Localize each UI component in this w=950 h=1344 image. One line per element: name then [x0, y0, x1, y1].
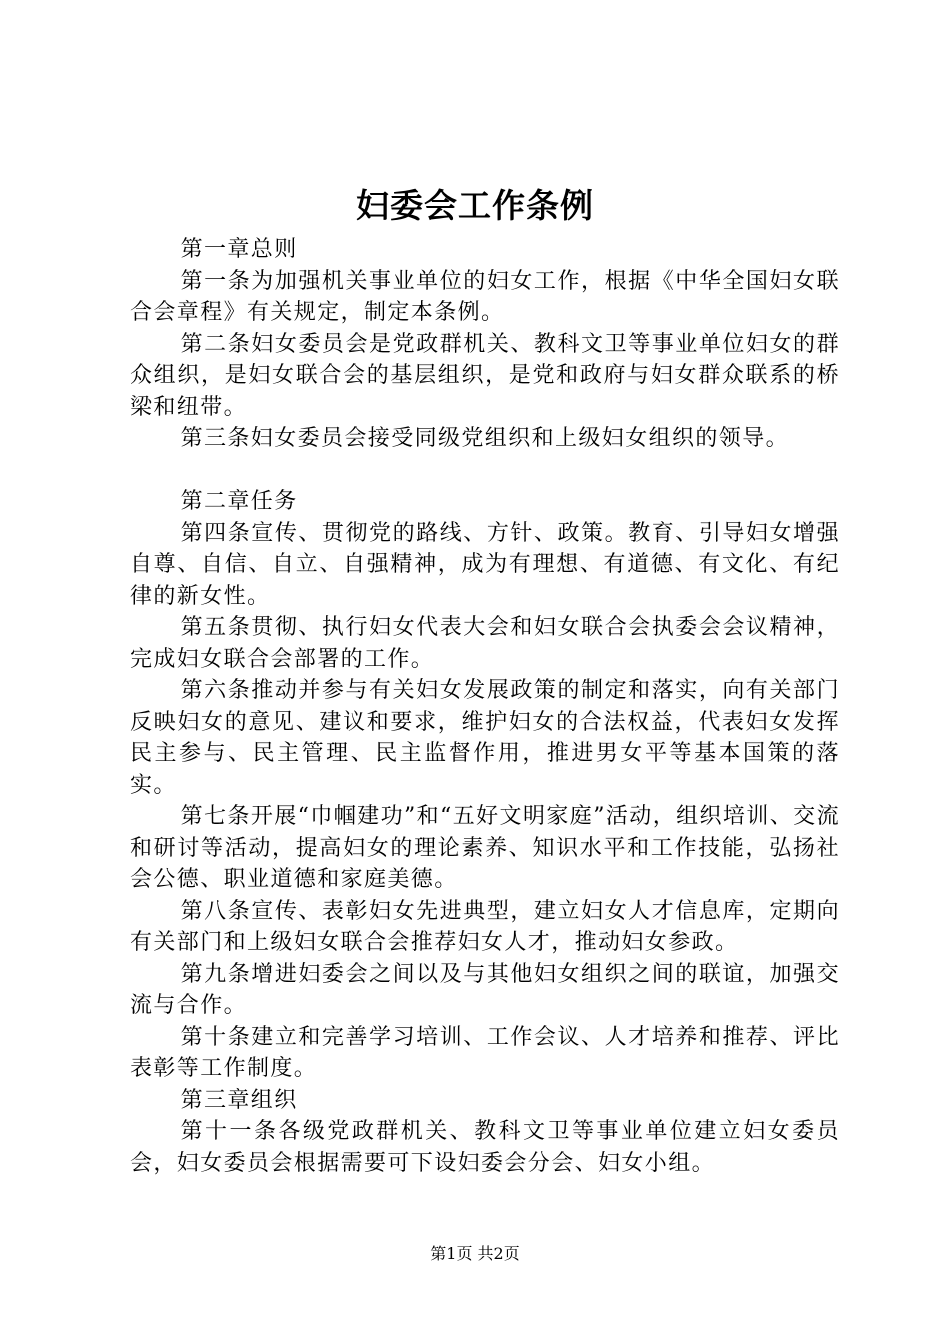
chapter-heading: 第三章组织 [180, 1087, 298, 1113]
paragraph-spacer [130, 455, 840, 487]
article-paragraph: 第二条妇女委员会是党政群机关、教科文卫等事业单位妇女的群众组织，是妇女联合会的基层组织，是党和政府与妇女群众联系的桥梁和纽带。 [130, 331, 840, 420]
document-body [130, 234, 840, 1179]
article-paragraph: 第一条为加强机关事业单位的妇女工作，根据《中华全国妇女联合会章程》有关规定，制定本条例。 [130, 268, 840, 325]
article-paragraph: 第五条贯彻、执行妇女代表大会和妇女联合会执委会会议精神，完成妇女联合会部署的工作。 [130, 615, 840, 672]
article-paragraph: 第十一条各级党政群机关、教科文卫等事业单位建立妇女委员会，妇女委员会根据需要可下设妇委会分会、妇女小组。 [130, 1119, 840, 1176]
article-paragraph: 第四条宣传、贯彻党的路线、方针、政策。教育、引导妇女增强自尊、自信、自立、自强精神，成为有理想、有道德、有文化、有纪律的新女性。 [130, 520, 840, 609]
document-title: 妇委会工作条例 [356, 186, 594, 225]
chapter-heading: 第二章任务 [180, 489, 298, 514]
page-number-footer: 第1页 共2页 [430, 1244, 520, 1263]
chapter-heading: 第一章总则 [180, 237, 298, 262]
article-paragraph: 第三条妇女委员会接受同级党组织和上级妇女组织的领导。 [180, 426, 789, 451]
article-paragraph: 第七条开展“巾帼建功”和“五好文明家庭”活动，组织培训、交流和研讨等活动，提高妇女的理论素养、知识水平和工作技能，弘扬社会公德、职业道德和家庭美德。 [130, 804, 840, 892]
article-paragraph: 第八条宣传、表彰妇女先进典型，建立妇女人才信息库，定期向有关部门和上级妇女联合会推荐妇女人才，推动妇女参政。 [130, 898, 840, 955]
article-paragraph: 第十条建立和完善学习培训、工作会议、人才培养和推荐、评比表彰等工作制度。 [130, 1024, 840, 1081]
article-paragraph: 第九条增进妇委会之间以及与其他妇女组织之间的联谊，加强交流与合作。 [130, 961, 840, 1018]
article-paragraph: 第六条推动并参与有关妇女发展政策的制定和落实，向有关部门反映妇女的意见、建议和要求，维护妇女的合法权益，代表妇女发挥民主参与、民主管理、民主监督作用，推进男女平等基本国策的落实。 [130, 678, 840, 798]
